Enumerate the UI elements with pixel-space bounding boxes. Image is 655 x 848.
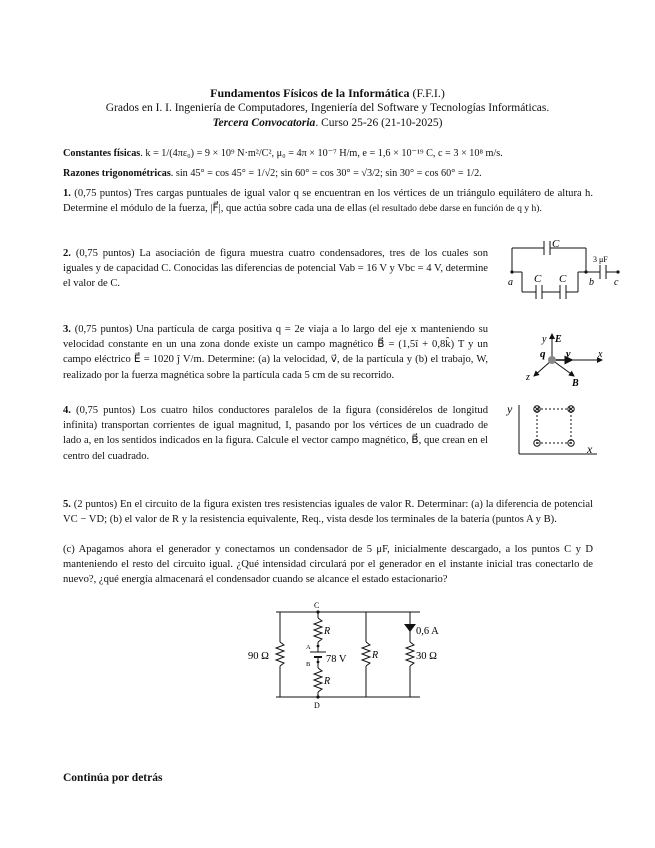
node-b: B — [306, 661, 311, 668]
cap-right-label: C — [559, 273, 567, 285]
resistor-r-bottom — [314, 668, 322, 692]
b-field-arrow — [552, 360, 574, 376]
label-r-bottom: R — [324, 676, 331, 687]
problem-1-note: (el resultado debe darse en función de q y h). — [369, 203, 542, 215]
continue-note: Continúa por detrás — [63, 772, 163, 784]
node-c: C — [314, 601, 320, 610]
resistor-30 — [406, 642, 414, 666]
problem-2-text: (0,75 puntos) La asociación de figura muestra cuatro condensadores, tres de los cuales son iguales y de capacidad C. Conocidas las diferencias de potencial Vab = 16 V y Vbc = 4 V, determine el valor de C. — [63, 248, 488, 290]
problem-5-number: 5. — [63, 499, 71, 510]
title-bold: Fundamentos Físicos de la Informática — [210, 86, 410, 100]
problem-5-part-c: (c) Apagamos ahora el generador y conectamos un condensador de 5 μF, inicialmente descargado, a los puntos C y D manteniendo el resto del circuito igual. ¿Qué intensidad circulará por el generador en el instante inicial tras conectarlo de nuevo?, ¿qué energía almacenará el condensador cuando se alcance el estado estacionario? — [63, 544, 593, 586]
node-d: D — [314, 701, 320, 710]
curso: . Curso 25-26 (21-10-2025) — [315, 117, 443, 129]
exam-session — [0, 117, 655, 129]
label-r-right: R — [372, 650, 379, 661]
charge-particle — [548, 356, 556, 364]
label-r-top: R — [324, 626, 331, 637]
particle-axes-figure — [510, 326, 610, 396]
problem-5-text: (2 puntos) En el circuito de la figura existen tres resistencias iguales de valor R. Determinar: (a) la diferencia de potencial VC − VD; (b) el valor de R y la resistencia equivalente, Req., vista desde los terminales de la batería (puntos A y B). — [63, 499, 593, 526]
resistor-r-right — [362, 642, 370, 666]
node-b-label: b — [589, 277, 594, 288]
axis-y-label: y — [542, 334, 547, 345]
problem-2 — [63, 246, 488, 292]
e-field-label: E⃗ — [555, 334, 570, 345]
cap-top-label: C — [552, 238, 560, 250]
velocity-label: v⃗ — [566, 349, 579, 360]
label-30-ohm: 30 Ω — [416, 651, 437, 662]
problem-3-number: 3. — [63, 324, 71, 335]
fig4-y-label: y — [507, 402, 513, 416]
problem-3-text: (0,75 puntos) Una partícula de carga positiva q = 2e viaja a lo largo del eje x manteniendo su velocidad constante en un una zona donde existe un campo magnético B⃗ = (1,5î + 0,8k̂) T y un campo eléctrico E⃗ = 1020 ĵ V/m. Determine: (a) la velocidad, v⃗, de la partícula y (b) el trabajo, W, realizado por la fuerza magnética sobre la partícula cada 5 cm de su recorrido. — [63, 324, 488, 381]
axis-z-label: z — [526, 372, 530, 383]
b-field-label: B⃗ — [572, 378, 587, 389]
problem-4-text: (0,75 puntos) Los cuatro hilos conductores paralelos de la figura (considérelos de longitud infinita) transportan corrientes de igual magnitud, I, pasando por los vértices de un cuadrado de lado a, en los sentidos indicados en la figura. Calcule el vector campo magnético, B⃗, que crean en el centro del cuadrado. — [63, 405, 488, 462]
problem-1 — [63, 186, 593, 216]
node-c-label: c — [614, 277, 619, 288]
convocatoria: Tercera Convocatoria — [212, 117, 316, 129]
charge-q-label: q — [540, 348, 546, 360]
node-a-label: a — [508, 277, 513, 288]
square-outline — [537, 409, 571, 443]
capacitor-figure — [500, 236, 630, 296]
axis-x-label: x — [598, 349, 603, 360]
problem-4-number: 4. — [63, 405, 71, 416]
label-78v: 78 V — [326, 654, 347, 665]
current-arrow — [404, 624, 416, 632]
trig-text: . sin 45° = cos 45° = 1/√2; sin 60° = cos 30° = √3/2; sin 30° = cos 60° = 1/2. — [170, 168, 482, 179]
resistor-r-top — [314, 618, 322, 642]
problem-1-text: (0,75 puntos) Tres cargas puntuales de igual valor q se encuentran en los vértices de un triángulo equilátero de altura h. Determine el módulo de la fuerza, |F⃗|, que actúa sobre cada una de ellas — [63, 188, 593, 215]
constants-label: Constantes físicas — [63, 148, 141, 159]
problem-4 — [63, 403, 488, 464]
cap-left-label: C — [534, 273, 542, 285]
title-abbr: (F.F.I.) — [409, 86, 445, 100]
label-90-ohm: 90 Ω — [248, 651, 269, 662]
problem-2-number: 2. — [63, 248, 71, 259]
circuit-figure — [240, 600, 460, 710]
resistor-90 — [276, 642, 284, 666]
label-current: 0,6 A — [416, 626, 439, 637]
trig-line — [63, 166, 603, 181]
trig-label: Razones trigonométricas — [63, 168, 171, 179]
problem-3 — [63, 322, 488, 383]
fig4-x-label: x — [587, 442, 593, 456]
cap-3uf-label: 3 μF — [593, 255, 608, 264]
exam-subtitle: Grados en I. I. Ingeniería de Computadores, Ingeniería del Software y Tecnologías Informáticas. — [105, 102, 550, 114]
exam-title — [0, 86, 655, 101]
node-a: A — [306, 644, 311, 651]
problem-1-number: 1. — [63, 188, 71, 199]
constants-line — [63, 146, 603, 161]
constants-text: . k = 1/(4πε₀) = 9 × 10⁹ N·m²/C², μ₀ = 4π × 10⁻⁷ H/m, e = 1,6 × 10⁻¹⁹ C, c = 3 × 10⁸ m/s. — [140, 148, 503, 159]
wires-square-figure — [505, 401, 605, 461]
problem-5 — [63, 497, 593, 527]
